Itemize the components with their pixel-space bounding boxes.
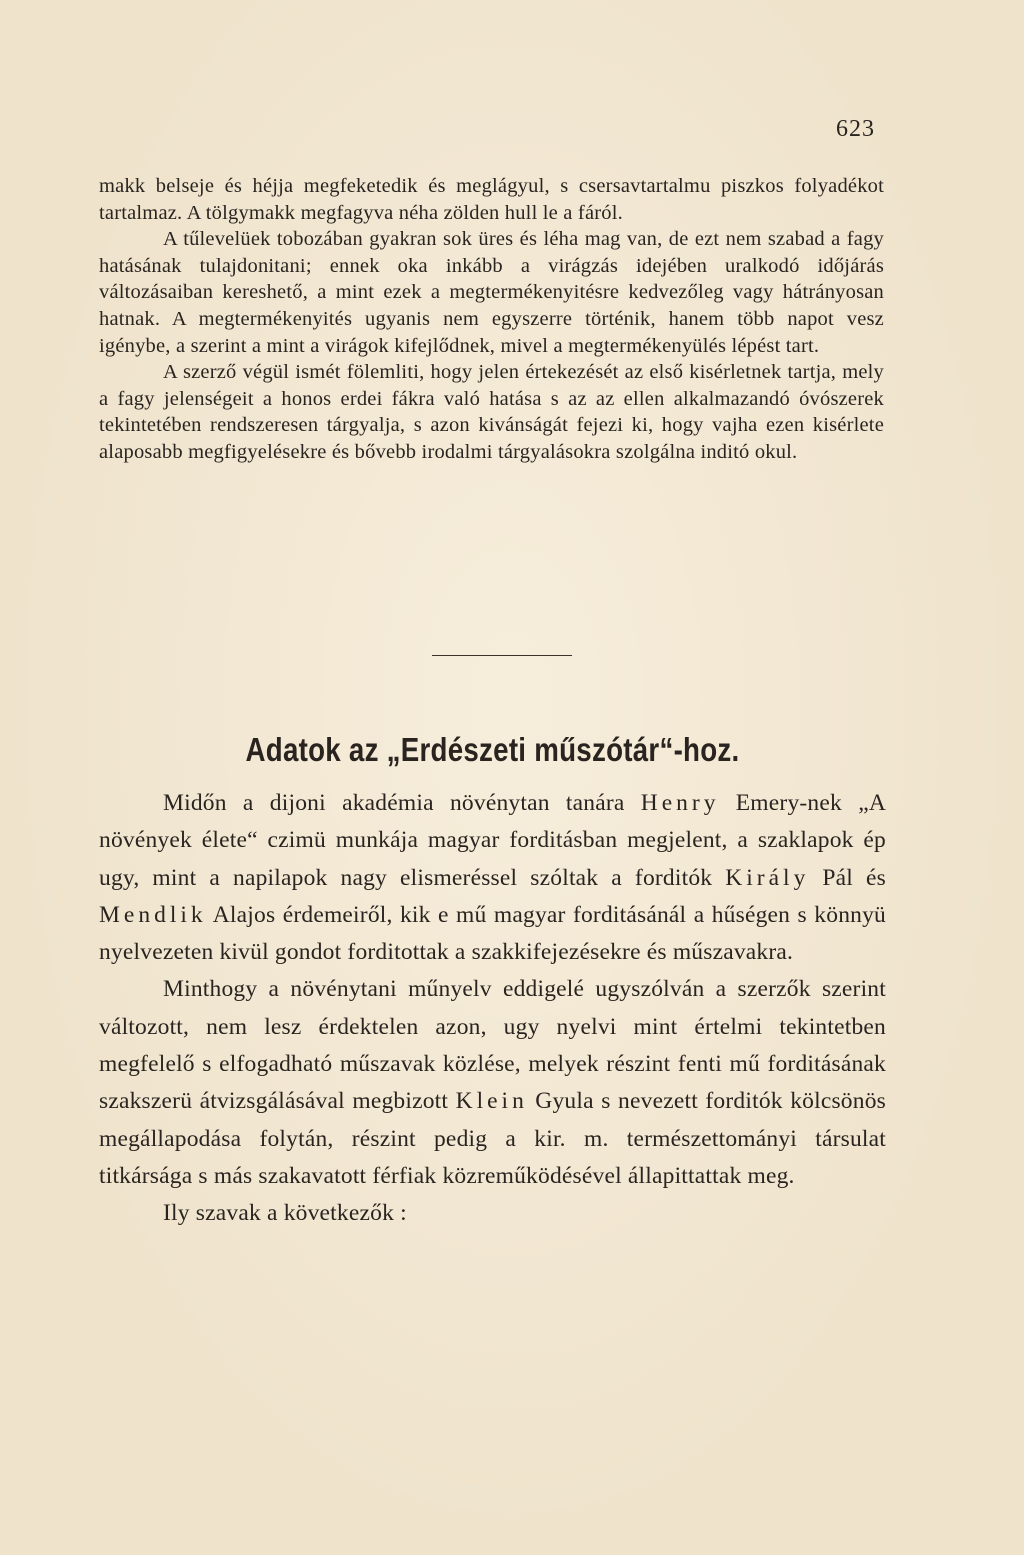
person-name: Király [725,864,810,891]
person-name: Klein [455,1088,528,1115]
text-run: Emery-nek „A növények élete“ czimü munkája magyar forditásban megjelent, a szaklapok ép ugy, mint a napilapok nagy elismeréssel szóltak a forditók [99,790,886,891]
paragraph: Ily szavak a következők : [163,1200,407,1227]
text-run: Minthogy a növénytani műnyelv eddigelé ugyszólván a szerzők szerint változott, nem lesz érdektelen azon, ugy nyelvi mint értelmi tekintetben megfelelő s elfogadható műszavak közlése, melyek részint fenti mű forditásának szakszerü átvizsgálásával megbizott [99,976,886,1115]
section-divider [432,655,572,656]
paragraph [99,785,886,971]
text-run: Alajos érdemeiről, kik e mű magyar forditásánál a hűségen s könnyü nyelvezeten kivül gondot forditottak a szakkifejezésekre és műszavakra. [99,901,886,966]
paragraph [99,971,886,1195]
article-body [99,785,886,1233]
text-run: Pál és [809,864,886,891]
person-name: Henry [640,790,720,816]
paragraph: makk belseje és héjja megfeketedik és meglágyul, s csersavtartalmu piszkos folyadékot tartalmaz. A tölgymakk megfagyva néha zölden hull le a fáról. [99,175,884,224]
text-run: Gyula s nevezett forditók kölcsönös megállapodása folytán, részint pedig a kir. m. természettományi társulat titkársága s más szakavatott férfiak közreműködésével állapittattak meg. [99,1088,886,1189]
paragraph: A szerző végül ismét fölemliti, hogy jelen értekezését az első kisérletnek tartja, mely a fagy jelenségeit a honos erdei fákra való hatása s az az ellen alkalmazandó óvószerek tekintetében rendszeresen tárgyalja, s azon kivánságát fejezi ki, hogy vajha ezen kisérlete alaposabb megfigyelésekre és bővebb irodalmi tárgyalásokra szolgálna inditó okul. [99,361,884,463]
page-number: 623 [836,116,875,142]
person-name: Mendlik [99,901,207,928]
text-run: Midőn a dijoni akadémia növénytan tanára [163,790,641,816]
previous-article-text [99,173,884,466]
article-heading: Adatok az „Erdészeti műszótár“-hoz. [245,731,740,768]
paragraph: A tűlevelüek tobozában gyakran sok üres és léha mag van, de ezt nem szabad a fagy hatásának tulajdonitani; ennek oka inkább a virágzás idejében uralkodó időjárás változásaiban kereshető, a mint ezek a megtermékenyitésre kedvezőleg vagy hátrányosan hatnak. A megtermékenyités ugyanis nem egyszerre történik, hanem több napot vesz igénybe, a szerint a mint a virágok kifejlődnek, mivel a megtermékenyülés lépést tart. [99,228,884,357]
